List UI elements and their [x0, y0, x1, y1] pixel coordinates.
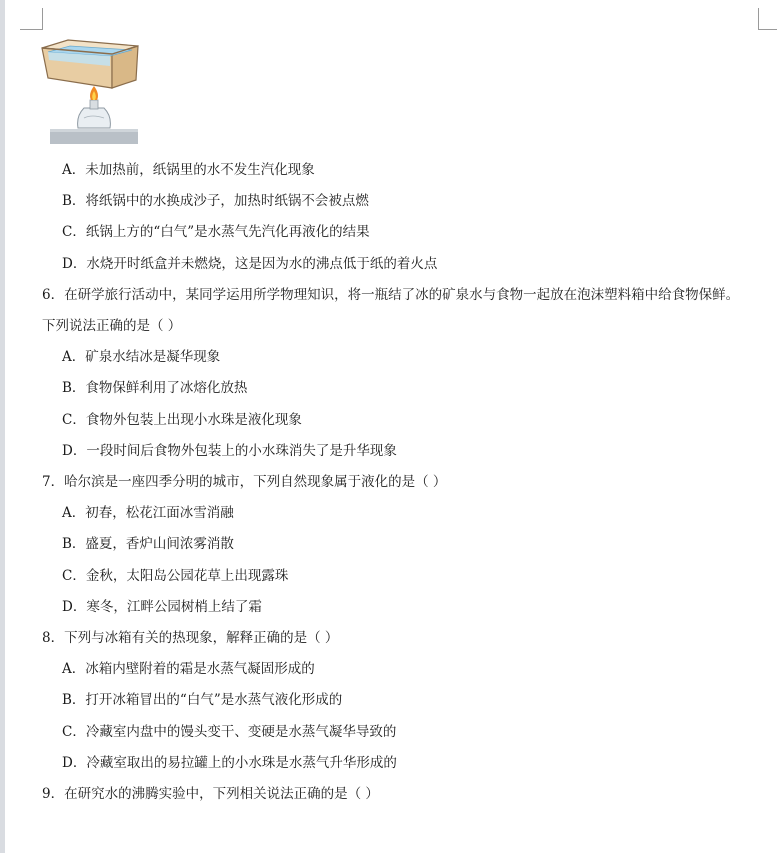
option-line: B．将纸锅中的水换成沙子，加热时纸锅不会被点燃 [62, 193, 369, 209]
paper-pot-burner-figure [40, 36, 144, 148]
option-line: B．盛夏，香炉山间浓雾消散 [62, 536, 234, 552]
question-8: 8．下列与冰箱有关的热现象，解释正确的是（ ） [42, 630, 339, 646]
option-line: A．矿泉水结冰是凝华现象 [62, 349, 221, 365]
question-7: 7．哈尔滨是一座四季分明的城市，下列自然现象属于液化的是（ ） [42, 474, 447, 490]
option-line: D．一段时间后食物外包装上的小水珠消失了是升华现象 [62, 443, 397, 459]
crop-mark-top-left [42, 8, 43, 30]
option-line: D．冷藏室取出的易拉罐上的小水珠是水蒸气升华形成的 [62, 755, 397, 771]
question-6-line-2: 下列说法正确的是（ ） [42, 318, 182, 334]
option-line: B．打开冰箱冒出的“白气”是水蒸气液化形成的 [62, 692, 343, 708]
option-line: D．水烧开时纸盒并未燃烧，这是因为水的沸点低于纸的着火点 [62, 256, 438, 272]
question-9: 9．在研究水的沸腾实验中，下列相关说法正确的是（ ） [42, 786, 379, 802]
option-line: D．寒冬，江畔公园树梢上结了霜 [62, 599, 262, 615]
option-line: C．食物外包装上出现小水珠是液化现象 [62, 412, 302, 428]
option-line: A．未加热前，纸锅里的水不发生汽化现象 [62, 162, 315, 178]
option-line: C．金秋，太阳岛公园花草上出现露珠 [62, 568, 289, 584]
page-left-border [0, 0, 5, 853]
crop-mark-top-right [758, 8, 759, 30]
option-line: A．初春，松花江面冰雪消融 [62, 505, 234, 521]
crop-mark-top-left-h [20, 29, 43, 30]
option-line: C．纸锅上方的“白气”是水蒸气先汽化再液化的结果 [62, 224, 370, 240]
option-line: A．冰箱内壁附着的霜是水蒸气凝固形成的 [62, 661, 315, 677]
crop-mark-top-right-h [758, 29, 777, 30]
question-6-line-1: 6．在研学旅行活动中，某同学运用所学物理知识，将一瓶结了冰的矿泉水与食物一起放在泡沫塑料箱中给食物保鲜。 [42, 287, 740, 303]
option-line: C．冷藏室内盘中的馒头变干、变硬是水蒸气凝华导致的 [62, 724, 397, 740]
option-line: B．食物保鲜利用了冰熔化放热 [62, 380, 248, 396]
